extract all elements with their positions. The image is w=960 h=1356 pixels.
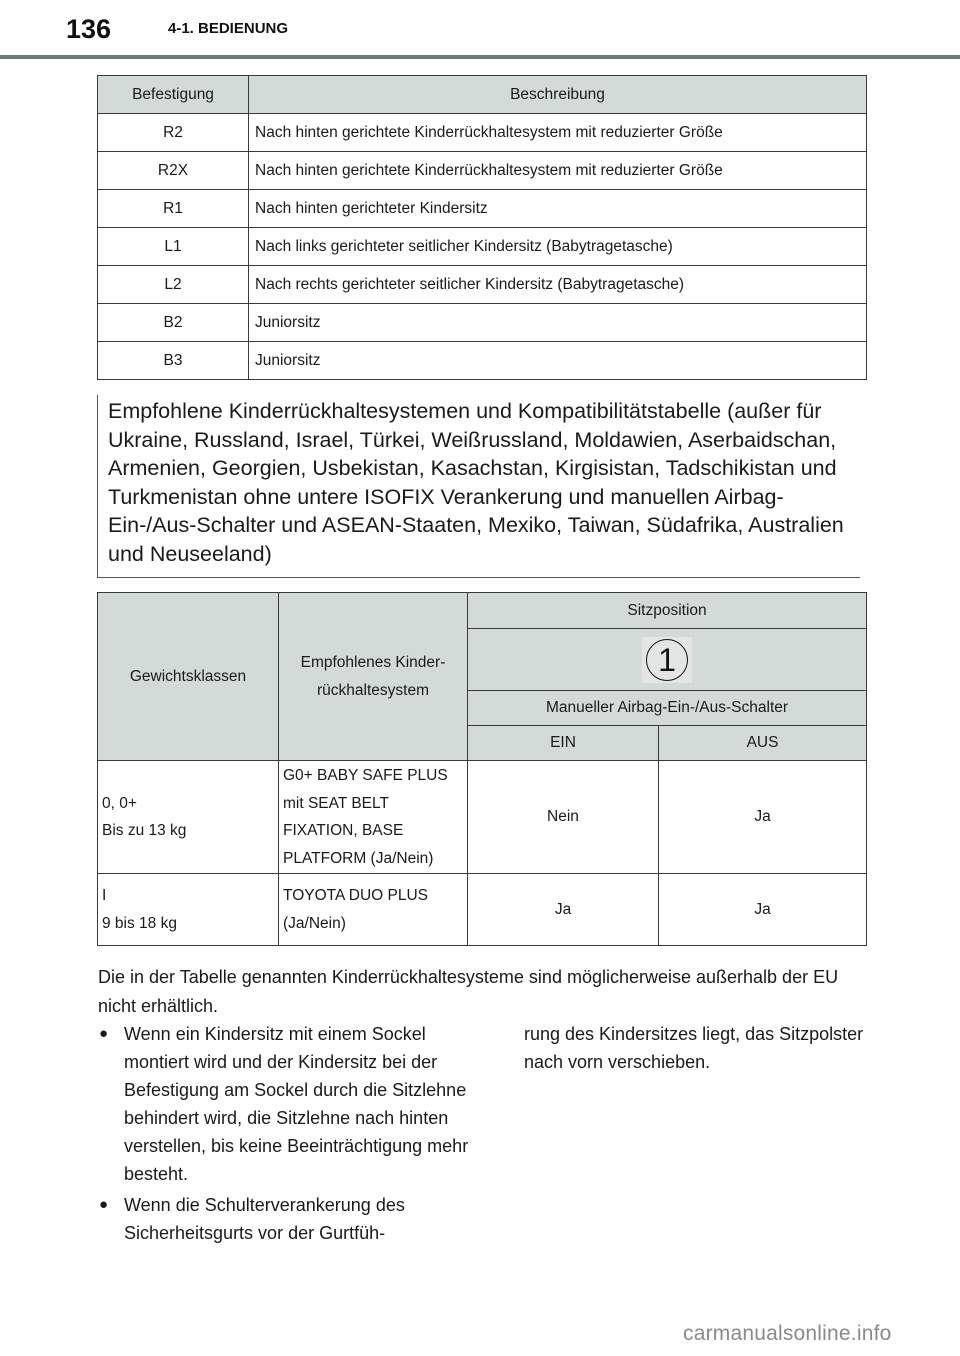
seat-icon-wrap xyxy=(642,637,692,683)
table-header-row xyxy=(98,593,867,629)
header-divider xyxy=(0,55,960,59)
airbag-on-cell: Nein xyxy=(468,761,659,874)
section-heading: Empfohlene Kinderrückhaltesystemen und Kompatibilitätstabelle (außer für Ukraine, Russland, Israel, Türkei, Weißrussland, Moldawien, Aserbaidschan, Armenien, Georgien, Usbekistan, Kasachstan, Kirgisistan, Tadschikistan und Turkmenistan ohne untere ISOFIX Verankerung und manuellen Airbag-Ein-/Aus-Schalter und ASEAN-Staaten, Mexiko, Taiwan, Südafrika, Australien und Neuseeland) xyxy=(108,399,844,566)
airbag-off-cell: Ja xyxy=(659,761,867,874)
description-cell: Nach hinten gerichtete Kinderrückhaltesystem mit reduzierter Größe xyxy=(249,152,867,190)
table-row xyxy=(98,304,867,342)
weight-range: 9 bis 18 kg xyxy=(102,914,177,932)
page-header xyxy=(0,0,960,60)
code-cell: R2 xyxy=(98,114,249,152)
compatibility-table xyxy=(97,592,867,946)
table-row xyxy=(98,874,867,946)
column-header-beschreibung: Beschreibung xyxy=(249,76,867,114)
code-cell: B2 xyxy=(98,304,249,342)
description-cell: Nach hinten gerichteter Kindersitz xyxy=(249,190,867,228)
section-title: 4-1. BEDIENUNG xyxy=(168,20,289,37)
code-cell: L2 xyxy=(98,266,249,304)
description-cell: Nach rechts gerichteter seitlicher Kindersitz (Babytragetasche) xyxy=(249,266,867,304)
right-column xyxy=(524,1020,869,1076)
description-cell: Nach links gerichteter seitlicher Kindersitz (Babytragetasche) xyxy=(249,228,867,266)
bullet-continuation: rung des Kindersitzes liegt, das Sitzpolster nach vorn verschieben. xyxy=(524,1024,864,1072)
seat-position-cell xyxy=(468,629,867,691)
description-cell: Nach hinten gerichtete Kinderrückhaltesystem mit reduzierter Größe xyxy=(249,114,867,152)
code-cell: B3 xyxy=(98,342,249,380)
attachment-table xyxy=(97,75,867,380)
bullet-item xyxy=(98,1020,478,1188)
column-header-aus: AUS xyxy=(659,726,867,761)
description-cell: Juniorsitz xyxy=(249,304,867,342)
table-row xyxy=(98,114,867,152)
table-row xyxy=(98,761,867,874)
weight-class: I xyxy=(102,887,107,904)
left-column xyxy=(98,1020,478,1250)
description-cell: Juniorsitz xyxy=(249,342,867,380)
code-cell: R2X xyxy=(98,152,249,190)
page-number: 136 xyxy=(66,14,112,44)
table-row xyxy=(98,342,867,380)
table-row xyxy=(98,190,867,228)
table-row xyxy=(98,266,867,304)
column-header-recommended-system xyxy=(279,593,468,761)
code-cell: L1 xyxy=(98,228,249,266)
weight-class-cell xyxy=(98,874,279,946)
weight-class-cell xyxy=(98,761,279,874)
code-cell: R1 xyxy=(98,190,249,228)
bullet-icon: ● xyxy=(99,1025,109,1042)
table-header-row xyxy=(98,76,867,114)
airbag-on-cell: Ja xyxy=(468,874,659,946)
availability-note: Die in der Tabelle genannten Kinderrückhaltesysteme sind möglicherweise außerhalb der EU nicht erhältlich. xyxy=(98,967,839,1016)
bullet-item xyxy=(98,1191,478,1247)
weight-class: 0, 0+ xyxy=(102,794,137,812)
column-header-seat-position: Sitzposition xyxy=(468,593,867,629)
seat-position-1-icon: 1 xyxy=(646,639,688,681)
watermark: carmanualsonline.info xyxy=(683,1322,892,1345)
bullet-text: Wenn die Schulterverankerung des Sicherheitsgurts vor der Gurtfüh- xyxy=(124,1195,405,1243)
airbag-off-cell: Ja xyxy=(659,874,867,946)
column-header-airbag-switch: Manueller Airbag-Ein-/Aus-Schalter xyxy=(468,691,867,726)
column-header-ein: EIN xyxy=(468,726,659,761)
column-header-befestigung: Befestigung xyxy=(98,76,249,114)
weight-range: Bis zu 13 kg xyxy=(102,822,187,839)
bullet-text: Wenn ein Kindersitz mit einem Sockel montiert wird und der Kindersitz bei der Befestigung am Sockel durch die Sitzlehne behindert wird, die Sitzlehne nach hinten verstellen, bis keine Beeinträchtigung mehr besteht. xyxy=(124,1024,469,1184)
table-row xyxy=(98,228,867,266)
bullet-icon: ● xyxy=(99,1196,109,1213)
column-header-weight-classes: Gewichtsklassen xyxy=(98,593,279,761)
section-heading-box xyxy=(97,395,860,578)
table-row xyxy=(98,152,867,190)
system-cell: G0+ BABY SAFE PLUS mit SEAT BELT FIXATION, BASE PLATFORM (Ja/Nein) xyxy=(279,761,468,874)
system-cell: TOYOTA DUO PLUS (Ja/Nein) xyxy=(279,874,468,946)
recommended-label: Empfohlenes Kinder-rückhaltesystem xyxy=(300,653,446,699)
